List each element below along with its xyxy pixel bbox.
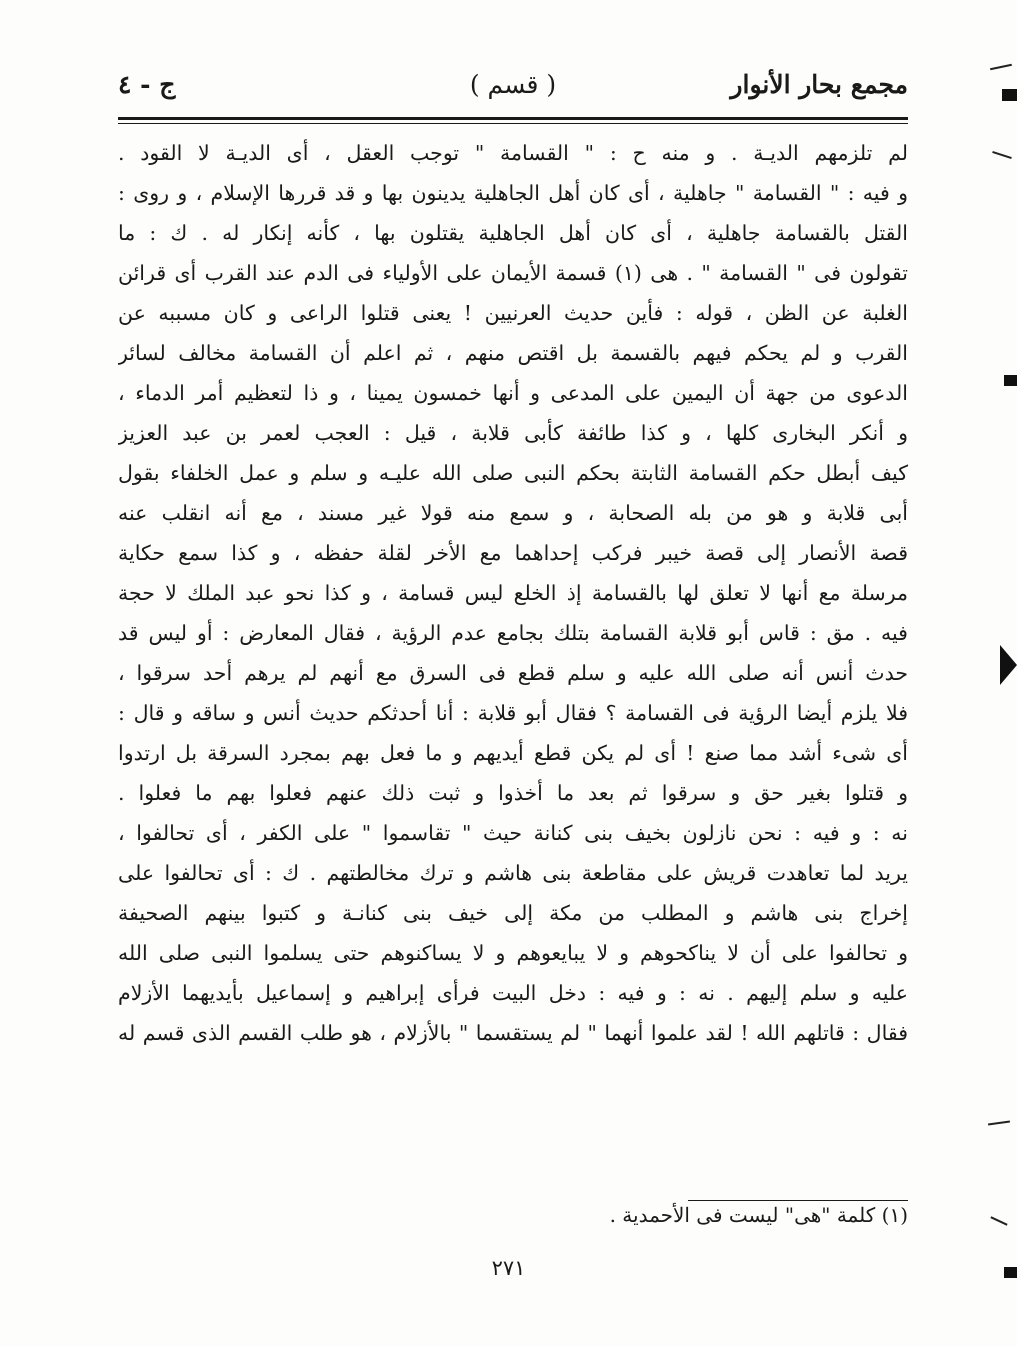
text-line: تقولون فى " القسامة " . هى (١) قسمة الأيمان على الأولياء فى الدم عند القرب أى قرائن: [118, 261, 908, 285]
text-line: فقال : قاتلهم الله ! لقد علموا أنهما " لم يستقسما " بالأزلام ، هو طلب القسم الذى قسم له: [118, 1021, 908, 1045]
running-header: [118, 62, 908, 114]
margin-mark: [1004, 375, 1017, 386]
text-line: فيه . مق : قاس أبو قلابة القسامة بتلك بجامع عدم الرؤية ، فقال المعارض : أو ليس قد: [118, 621, 908, 645]
text-line: عليه و سلم إليهم . نه : و فيه : دخل البيت فرأى إبراهيم و إسماعيل بأيديهما الأزلام: [118, 981, 908, 1005]
footnote: (١) كلمة "هى" ليست فى الأحمدية .: [609, 1203, 908, 1227]
body-text: [118, 133, 908, 1053]
text-line: كيف أبطل حكم القسامة الثابتة بحكم النبى صلى الله عليـه و سلم و عمل الخلفاء بقول: [118, 461, 908, 485]
text-line: و تحالفوا على أن لا يناكحوهم و لا يبايعوهم و لا يساكنوهم حتى يسلموا النبى صلى الله: [118, 941, 908, 965]
text-line: القرب و لم يحكم فيهم بالقسمة بل اقتص منهم ، ثم اعلم أن القسامة مخالف لسائر: [118, 341, 908, 365]
text-line: أبى قلابة و هو من بله الصحابة ، و سمع منه قولا غير مسند ، مع أنه انقلب عنه: [118, 501, 908, 525]
text-line: أى شىء أشد مما صنع ! أى لم يكن قطع أيديهم و ما فعل بهم بمجرد السرقة بل ارتدوا: [118, 741, 908, 765]
text-line: لم تلزمهم الديـة . و منه ح : " القسامة " توجب العقل ، أى الديـة لا القود .: [118, 141, 908, 165]
text-line: و أنكر البخارى كلها ، و كذا طائفة كأبى قلابة ، قيل : العجب لعمر بن عبد العزيز: [118, 421, 908, 445]
text-line: و فيه : " القسامة " جاهلية ، أى كان أهل الجاهلية يدينون بها و قد قررها الإسلام ، و روى :: [118, 181, 908, 205]
margin-tick: [990, 1216, 1007, 1225]
margin-mark: [1002, 89, 1017, 101]
book-title: مجمع بحار الأنوار: [730, 70, 908, 99]
text-line: حدث أنس أنه صلى الله عليه و سلم قطع فى السرق مع أنهم لم يرهم أحد سرقوا ،: [118, 661, 908, 685]
text-line: نه : و فيه : نحن نازلون بخيف بنى كنانة حيث " تقاسموا " على الكفر ، أى تحالفوا ،: [118, 821, 908, 845]
margin-tick: [988, 1120, 1010, 1125]
header-rule-thin: [118, 123, 908, 124]
volume-number: ج - ٤: [118, 70, 176, 99]
section-title: ( قسم ): [469, 70, 557, 99]
margin-mark: [1004, 1267, 1017, 1278]
margin-tick: [990, 64, 1012, 71]
text-line: فلا يلزم أيضا الرؤية فى القسامة ؟ فقال أبو قلابة : أنا أحدثكم حديث أنس و ساقه و قال :: [118, 701, 908, 725]
page-number: ٢٧١: [491, 1256, 526, 1280]
text-line: القتل بالقسامة جاهلية ، أى كان أهل الجاهلية يقتلون بها ، كأنه إنكار له . ك : ما: [118, 221, 908, 245]
footnote-separator: [688, 1200, 908, 1201]
text-line: إخراج بنى هاشم و المطلب من مكة إلى خيف بنى كنانـة و كتبوا بينهم الصحيفة: [118, 901, 908, 925]
text-line: مرسلة مع أنها لا تعلق لها بالقسامة إذ الخلع ليس قسامة ، و كذا نحو عبد الملك لا حجة: [118, 581, 908, 605]
text-line: قصة الأنصار إلى قصة خيبر فركب إحداهما مع الأخر لقلة حفظه ، و كذا سمع حكاية: [118, 541, 908, 565]
margin-tick: [992, 151, 1012, 159]
text-line: و قتلوا بغير حق و سرقوا ثم بعد ما أخذوا و ثبت ذلك عنهم فعلوا بهم ما فعلوا .: [118, 781, 908, 805]
text-line: الغلبة عن الظن ، قوله : فأين حديث العرنيين ! يعنى قتلوا الراعى و كان مسببه عن: [118, 301, 908, 325]
margin-triangle-mark: [1000, 645, 1017, 685]
text-line: الدعوى من جهة أن اليمين على المدعى و أنها خمسون يمينا ، و ذا لتعظيم أمر الدماء ،: [118, 381, 908, 405]
header-rule-thick: [118, 117, 908, 120]
text-line: يريد لما تعاهدت قريش على مقاطعة بنى هاشم و ترك مخالطتهم . ك : أى تحالفوا على: [118, 861, 908, 885]
